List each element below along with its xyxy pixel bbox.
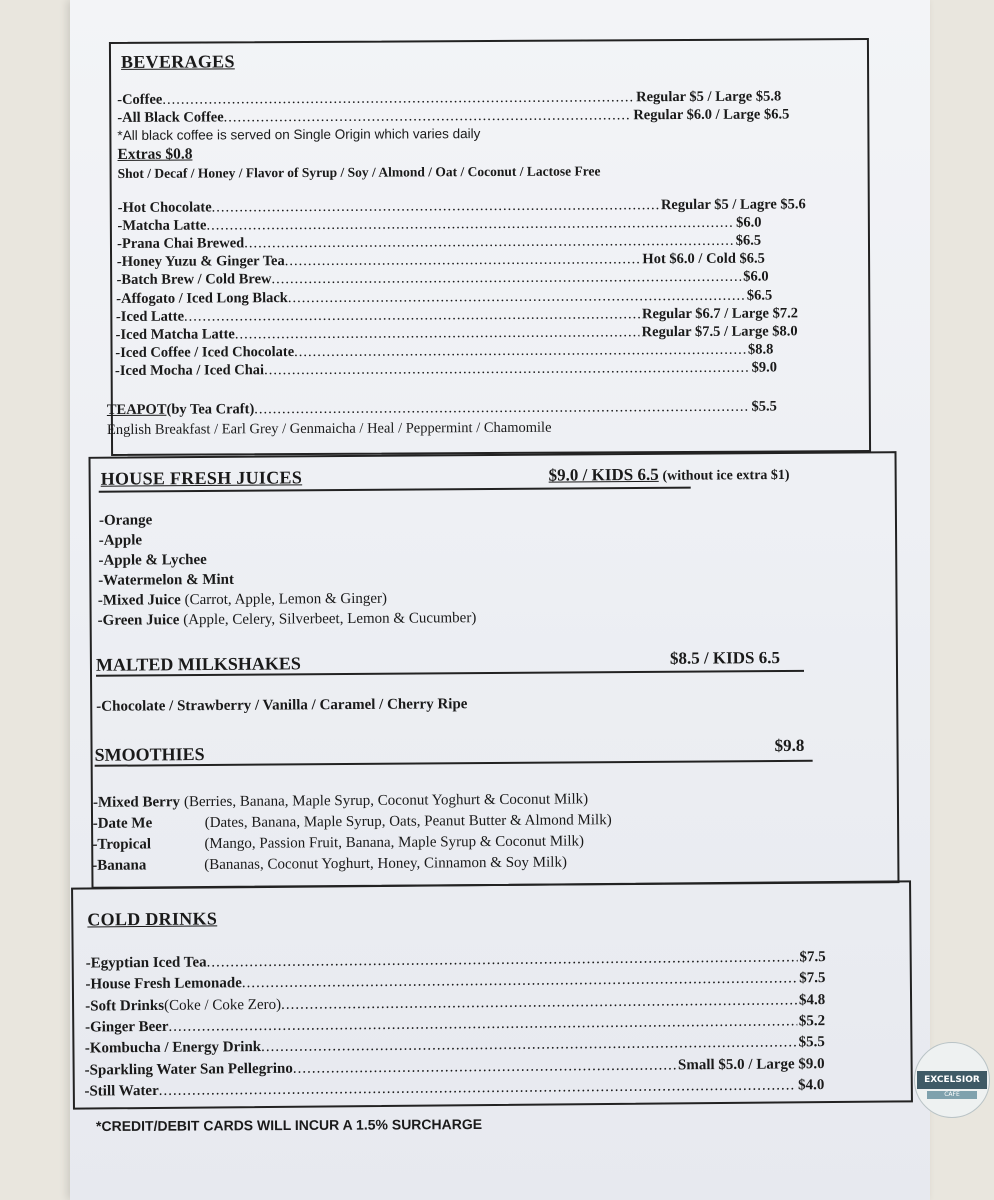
item-name: -Affogato / Iced Long Black: [116, 289, 288, 307]
item-name: -Still Water: [84, 1082, 159, 1100]
leader-dots: [288, 287, 745, 306]
item-name: -Iced Matcha Latte: [115, 326, 235, 343]
item-price: $6.0: [736, 214, 762, 231]
menu-item: [85, 1034, 825, 1057]
leader-dots: [206, 949, 797, 971]
smoothies-price: $9.8: [774, 735, 805, 756]
item-price: $4.8: [798, 991, 826, 1008]
item-name: -Orange: [98, 512, 153, 529]
cafe-logo-stamp: [914, 1042, 990, 1118]
smoothie-item: [93, 812, 612, 833]
item-name: -Egyptian Iced Tea: [85, 954, 207, 972]
item-price: $6.0: [743, 268, 769, 286]
item-name: -Mixed Berry: [92, 794, 181, 811]
item-price: $4.0: [798, 1076, 825, 1094]
leader-dots: [235, 324, 640, 343]
item-name: -Apple & Lychee: [98, 552, 207, 569]
leader-dots: [264, 360, 750, 380]
menu-item: [85, 1056, 825, 1079]
item-name: -Sparkling Water San Pellegrino: [84, 1060, 293, 1079]
juices-section: [89, 451, 900, 889]
teapot-price: $5.5: [751, 398, 777, 415]
item-price: $9.0: [751, 359, 778, 376]
item-name: -Coffee: [117, 91, 163, 108]
item-price: Regular $6.7 / Large $7.2: [641, 304, 798, 322]
cold-drinks-heading: COLD DRINKS: [87, 908, 218, 930]
menu-item: [117, 251, 765, 271]
item-name: -Green Juice: [97, 612, 180, 629]
menu-item: [117, 233, 761, 253]
item-price: Regular $7.5 / Large $8.0: [641, 323, 798, 340]
leader-dots: [261, 1035, 797, 1057]
item-name: -Iced Mocha / Iced Chai: [114, 362, 265, 379]
item-name: -Date Me: [92, 815, 153, 832]
smoothies-heading: SMOOTHIES: [94, 744, 205, 765]
juice-item: [98, 552, 206, 570]
juices-price-note: (without ice extra $1): [662, 467, 790, 484]
item-name: -Batch Brew / Cold Brew: [116, 271, 272, 289]
item-desc: (Bananas, Coconut Yoghurt, Honey, Cinnamon & Soy Milk): [204, 854, 567, 874]
item-price: $7.5: [799, 949, 826, 966]
leader-dots: [244, 233, 734, 253]
item-name: -Prana Chai Brewed: [117, 235, 245, 253]
menu-item: [84, 1077, 824, 1100]
menu-item: [115, 359, 777, 379]
item-price: $6.5: [735, 232, 762, 249]
item-desc: (Berries, Banana, Maple Syrup, Coconut Yoghurt & Coconut Milk): [183, 791, 589, 811]
leader-dots: [293, 1057, 676, 1077]
teapot-row: [107, 399, 777, 420]
juices-price: $9.0 / KIDS 6.5: [548, 464, 659, 485]
cold-drinks-section: [71, 880, 913, 1109]
juices-price-line: [549, 464, 790, 486]
menu-item: [117, 106, 789, 127]
menu-item: [85, 970, 825, 993]
menu-item: [115, 341, 773, 361]
item-name: -Tropical: [92, 836, 152, 853]
juice-item: [99, 512, 152, 529]
juice-item: [98, 610, 477, 630]
juices-heading: HOUSE FRESH JUICES: [100, 467, 303, 489]
item-name: -Matcha Latte: [117, 217, 207, 235]
item-price: Regular $5 / Lagre $5.6: [660, 196, 806, 214]
logo-subtext: CAFE: [927, 1091, 977, 1099]
leader-dots: [281, 992, 797, 1014]
menu-item: [116, 323, 798, 344]
teapot-name: TEAPOT: [106, 401, 167, 419]
milkshakes-price: $8.5 / KIDS 6.5: [669, 648, 781, 668]
item-name: -Mixed Juice: [97, 592, 181, 609]
item-name: -All Black Coffee: [117, 109, 224, 126]
beverages-section: [106, 38, 871, 456]
menu-item: [116, 305, 798, 326]
item-desc: (Dates, Banana, Maple Syrup, Oats, Peanut Butter & Almond Milk): [204, 812, 612, 832]
juice-item: [98, 572, 234, 590]
item-name: -Hot Chocolate: [117, 199, 212, 216]
item-desc: (Apple, Celery, Silverbeet, Lemon & Cucumber): [179, 610, 477, 629]
item-name: -Watermelon & Mint: [98, 571, 235, 589]
juice-item: [98, 591, 387, 610]
leader-dots: [206, 215, 734, 235]
menu-item: [85, 1013, 825, 1036]
item-price: $7.5: [799, 970, 826, 987]
item-desc: (Mango, Passion Fruit, Banana, Maple Syrup & Coconut Milk): [204, 833, 585, 853]
item-name: -Ginger Beer: [84, 1018, 169, 1036]
item-price: $5.5: [798, 1034, 825, 1051]
leader-dots: [294, 341, 746, 360]
teapot-suffix: (by Tea Craft): [166, 401, 255, 418]
item-price: Hot $6.0 / Cold $6.5: [642, 250, 765, 268]
item-name: -Honey Yuzu & Ginger Tea: [116, 253, 285, 271]
item-desc: (Carrot, Apple, Lemon & Ginger): [180, 590, 388, 609]
milkshakes-heading: MALTED MILKSHAKES: [95, 653, 301, 675]
coffee-note: *All black coffee is served on Single Origin which varies daily: [117, 126, 481, 143]
milkshakes-flavors: -Chocolate / Strawberry / Vanilla / Caramel / Cherry Ripe: [96, 696, 468, 715]
menu-item: [118, 196, 806, 217]
item-price: $8.8: [747, 341, 774, 358]
item-desc: (Coke / Coke Zero): [163, 996, 282, 1014]
item-name: -Iced Latte: [115, 308, 185, 325]
juice-item: [99, 532, 142, 549]
extras-list: Shot / Decaf / Honey / Flavor of Syrup / Soy / Almond / Oat / Coconut / Lactose Free: [117, 163, 601, 181]
surcharge-note: *CREDIT/DEBIT CARDS WILL INCUR A 1.5% SURCHARGE: [95, 1115, 483, 1135]
smoothie-item: [93, 791, 588, 811]
item-price: Regular $5 / Large $5.8: [636, 88, 782, 106]
menu-item: [117, 215, 761, 235]
item-name: -Kombucha / Energy Drink: [84, 1039, 262, 1057]
menu-item: [86, 949, 826, 972]
item-name: -Iced Coffee / Iced Chocolate: [115, 343, 295, 361]
item-price: $6.5: [746, 287, 773, 304]
menu-item: [116, 287, 772, 307]
leader-dots: [212, 197, 659, 216]
extras-heading: Extras $0.8: [117, 145, 193, 163]
item-name: -Apple: [98, 532, 143, 549]
smoothie-item: [92, 833, 584, 853]
item-name: -Banana: [92, 857, 147, 874]
smoothie-item: [92, 854, 567, 874]
item-name: -House Fresh Lemonade: [85, 975, 242, 993]
menu-item: [117, 88, 781, 108]
logo-text: EXCELSIOR: [917, 1071, 987, 1089]
leader-dots: [184, 306, 640, 325]
item-price: Small $5.0 / Large $9.0: [677, 1055, 825, 1073]
item-name: -Soft Drinks: [85, 997, 165, 1015]
leader-dots: [285, 252, 641, 271]
leader-dots: [271, 269, 741, 288]
item-price: Regular $6.0 / Large $6.5: [633, 106, 790, 124]
leader-dots: [168, 1013, 796, 1035]
leader-dots: [242, 971, 797, 993]
teapot-list: English Breakfast / Earl Grey / Genmaicha / Heal / Peppermint / Chamomile: [106, 419, 552, 439]
item-price: $5.2: [798, 1012, 826, 1030]
menu-item: [85, 992, 825, 1015]
menu-item: [117, 269, 769, 289]
beverages-heading: BEVERAGES: [120, 51, 235, 72]
leader-dots: [159, 1077, 797, 1100]
